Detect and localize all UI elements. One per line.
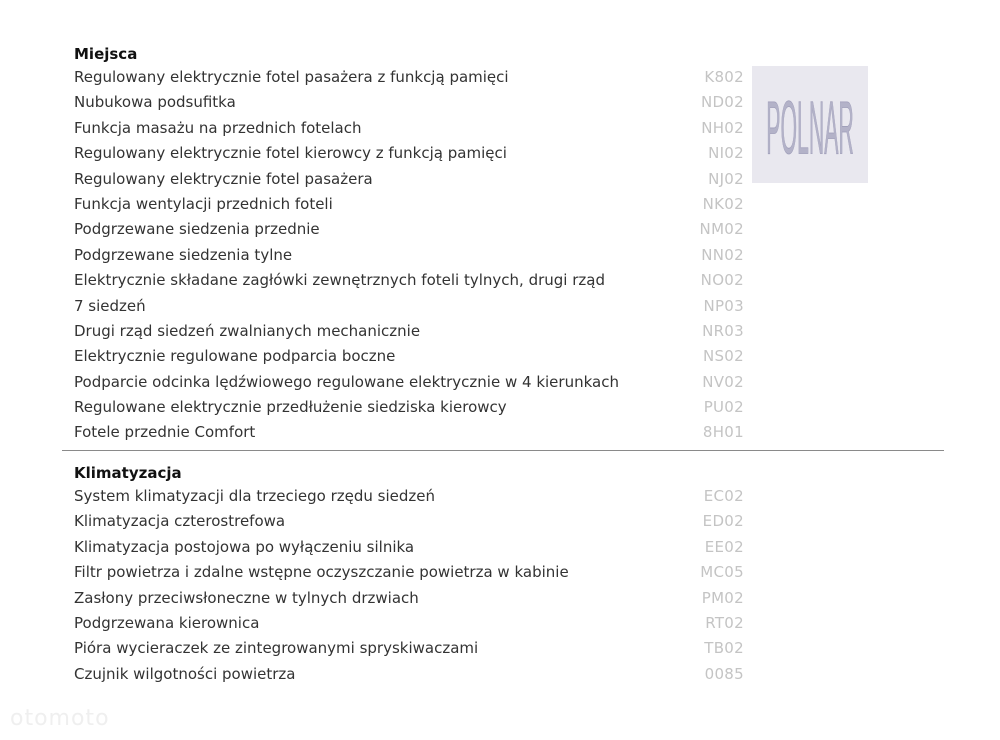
list-item <box>74 586 744 611</box>
item-code: 0085 <box>704 664 744 683</box>
item-code: NP03 <box>703 296 744 315</box>
list-item <box>74 535 744 560</box>
list-item <box>74 268 744 293</box>
item-code: NN02 <box>701 245 744 264</box>
item-label: Pióra wycieraczek ze zintegrowanymi spryskiwaczami <box>74 639 479 658</box>
item-code: NO02 <box>700 271 744 290</box>
section-title-climate: Klimatyzacja <box>74 464 182 482</box>
list-item <box>74 662 744 687</box>
item-code: NS02 <box>702 347 744 366</box>
item-code: 8H01 <box>702 423 744 442</box>
section-climate <box>74 462 744 687</box>
climate-list <box>74 484 744 687</box>
list-item <box>74 243 744 268</box>
list-item <box>74 217 744 242</box>
list-item <box>74 636 744 661</box>
dealer-logo <box>752 66 868 183</box>
list-item <box>74 509 744 534</box>
item-label: Regulowany elektrycznie fotel pasażera <box>74 169 373 188</box>
item-code: K802 <box>704 68 744 86</box>
list-item <box>74 611 744 636</box>
list-item <box>74 192 744 217</box>
section-divider <box>62 450 944 451</box>
list-item <box>74 116 744 141</box>
item-code: EC02 <box>703 487 744 505</box>
list-item <box>74 65 744 90</box>
item-label: Regulowane elektrycznie przedłużenie siedziska kierowcy <box>74 398 507 417</box>
list-item <box>74 141 744 166</box>
item-label: Drugi rząd siedzeń zwalnianych mechanicznie <box>74 321 421 340</box>
item-label: Funkcja masażu na przednich fotelach <box>74 118 362 137</box>
item-label: Podparcie odcinka lędźwiowego regulowane elektrycznie w 4 kierunkach <box>74 372 619 391</box>
item-label: Klimatyzacja czterostrefowa <box>74 512 286 531</box>
item-code: NH02 <box>701 118 744 137</box>
item-code: NV02 <box>702 372 744 391</box>
item-code: TB02 <box>704 639 744 658</box>
item-code: NR03 <box>702 321 744 340</box>
item-label: Fotele przednie Comfort <box>74 423 256 442</box>
item-label: Zasłony przeciwsłoneczne w tylnych drzwiach <box>74 588 419 607</box>
section-seats <box>74 43 744 446</box>
list-item <box>74 370 744 395</box>
list-item <box>74 395 744 420</box>
item-code: NI02 <box>708 144 744 163</box>
item-label: Nubukowa podsufitka <box>74 93 236 112</box>
item-code: MC05 <box>700 563 744 582</box>
logo-graphic <box>752 66 868 183</box>
list-item <box>74 90 744 115</box>
list-item <box>74 420 744 445</box>
list-item <box>74 484 744 509</box>
item-label: System klimatyzacji dla trzeciego rzędu siedzeń <box>74 487 436 505</box>
section-title-seats: Miejsca <box>74 45 138 63</box>
item-code: PM02 <box>701 588 744 607</box>
item-code: EE02 <box>704 537 744 556</box>
list-item <box>74 319 744 344</box>
list-item <box>74 167 744 192</box>
item-code: PU02 <box>703 398 744 417</box>
list-item <box>74 294 744 319</box>
item-label: Elektrycznie regulowane podparcia boczne <box>74 347 396 366</box>
item-label: 7 siedzeń <box>74 296 146 315</box>
watermark: otomoto <box>10 706 110 731</box>
item-code: NJ02 <box>708 169 744 188</box>
item-label: Podgrzewane siedzenia tylne <box>74 245 293 264</box>
item-label: Klimatyzacja postojowa po wyłączeniu silnika <box>74 537 415 556</box>
item-label: Czujnik wilgotności powietrza <box>74 664 296 683</box>
list-item <box>74 560 744 585</box>
item-label: Filtr powietrza i zdalne wstępne oczyszczanie powietrza w kabinie <box>74 563 569 582</box>
item-label: Regulowany elektrycznie fotel kierowcy z funkcją pamięci <box>74 144 507 163</box>
item-label: Podgrzewane siedzenia przednie <box>74 220 320 239</box>
list-item <box>74 344 744 369</box>
logo-text: POLNAR <box>766 85 854 171</box>
item-code: ND02 <box>700 93 744 112</box>
item-label: Elektrycznie składane zagłówki zewnętrznych foteli tylnych, drugi rząd <box>74 271 605 290</box>
item-label: Funkcja wentylacji przednich foteli <box>74 194 333 213</box>
item-code: NM02 <box>699 220 744 239</box>
item-code: RT02 <box>705 613 744 632</box>
item-code: ED02 <box>702 512 744 531</box>
item-code: NK02 <box>702 194 744 213</box>
seats-list <box>74 65 744 446</box>
item-label: Podgrzewana kierownica <box>74 613 260 632</box>
item-label: Regulowany elektrycznie fotel pasażera z funkcją pamięci <box>74 68 509 86</box>
